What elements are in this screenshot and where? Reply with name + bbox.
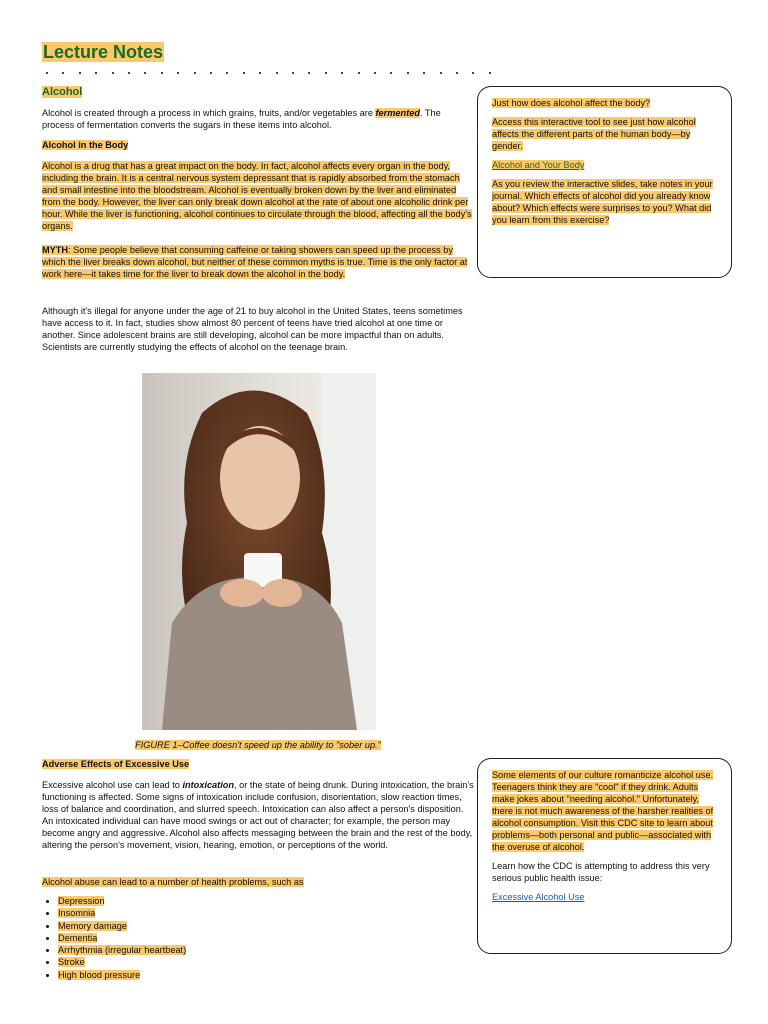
dotted-divider bbox=[46, 70, 516, 76]
divider-dot bbox=[177, 72, 179, 74]
alcohol-body-paragraph: Alcohol is a drug that has a great impact on the body. In fact, alcohol affects every organ in the body, including the brain. It is a central nervous system depressant that is rapidly absorbed from the stomach and small intestine into the bloodstream. Alcohol is eventually broken down by the liver and eliminated from the body. However, the liver can only break down alcohol at the rate of about one alcoholic drink per hour. While the liver is functioning, alcohol continues to circulate through the blood, affecting all the body's organs. bbox=[42, 161, 472, 231]
divider-dot bbox=[79, 72, 81, 74]
page-title: Lecture Notes bbox=[43, 42, 164, 62]
list-item: • High blood pressure bbox=[58, 969, 186, 981]
divider-dot bbox=[440, 72, 442, 74]
divider-dot bbox=[243, 72, 245, 74]
divider-dot bbox=[161, 72, 163, 74]
divider-dot bbox=[341, 72, 343, 74]
list-item: • Arrhythmia (irregular heartbeat) bbox=[58, 944, 186, 956]
divider-dot bbox=[112, 72, 114, 74]
myth-paragraph: MYTH: Some people believe that consuming caffeine or taking showers can speed up the process by which the liver breaks down alcohol, but neither of these common myths is true. Time is the only factor at work here—it takes time for the liver to break down the alcohol in the body. bbox=[42, 245, 468, 279]
alcohol-intro: Alcohol is created through a process in which grains, fruits, and/or vegetables are fermented. The process of fermentation converts the sugars in these items into alcohol. bbox=[42, 108, 441, 130]
teen-access-paragraph: Although it's illegal for anyone under the age of 21 to buy alcohol in the United States, teens sometimes have access to it. In fact, studies show almost 80 percent of teens have tried alcohol at one time or another. Since adolescent brains are still developing, alcohol can be more impactful than on adults. Scientists are currently studying the effects of alcohol on the teenage brain. bbox=[42, 306, 463, 352]
divider-dot bbox=[276, 72, 278, 74]
divider-dot bbox=[374, 72, 376, 74]
list-item: • Depression bbox=[58, 895, 186, 907]
divider-dot bbox=[144, 72, 146, 74]
divider-dot bbox=[456, 72, 458, 74]
divider-dot bbox=[308, 72, 310, 74]
divider-dot bbox=[62, 72, 64, 74]
sidebar-cdc-prompt: Learn how the CDC is attempting to address this very serious public health issue: bbox=[492, 861, 710, 883]
divider-dot bbox=[128, 72, 130, 74]
divider-dot bbox=[95, 72, 97, 74]
excessive-alcohol-use-link[interactable]: Excessive Alcohol Use bbox=[492, 892, 585, 902]
list-item: • Dementia bbox=[58, 932, 186, 944]
section-heading-alcohol-in-body: Alcohol in the Body bbox=[42, 140, 129, 150]
list-item: • Stroke bbox=[58, 956, 186, 968]
sidebar-tool-description: Access this interactive tool to see just how alcohol affects the different parts of the human body—by gender. bbox=[492, 117, 696, 151]
alcohol-and-your-body-link[interactable]: Alcohol and Your Body bbox=[492, 160, 585, 170]
divider-dot bbox=[210, 72, 212, 74]
sidebar-box-cdc bbox=[477, 758, 732, 954]
divider-dot bbox=[423, 72, 425, 74]
divider-dot bbox=[292, 72, 294, 74]
list-item: • Memory damage bbox=[58, 920, 186, 932]
section-heading-alcohol: Alcohol bbox=[42, 86, 83, 98]
woman-with-coffee-photo bbox=[142, 373, 376, 730]
divider-dot bbox=[194, 72, 196, 74]
divider-dot bbox=[259, 72, 261, 74]
intoxication-paragraph: Excessive alcohol use can lead to intoxication, or the state of being drunk. During intoxication, the brain's functioning is affected. Some signs of intoxication include confusion, disorientation, slow reaction times, loss of balance and coordination, and slurred speech. Intoxication can also affect a person's disposition. An intoxicated individual can have mood swings or act out of character; for example, the person may become angry and aggressive. Alcohol also affects messaging between the brain and the rest of the body, altering the person's movement, vision, hearing, emotion, or perceptions of the world. bbox=[42, 780, 474, 850]
sidebar-question: Just how does alcohol affect the body? bbox=[492, 98, 651, 108]
divider-dot bbox=[226, 72, 228, 74]
divider-dot bbox=[325, 72, 327, 74]
divider-dot bbox=[489, 72, 491, 74]
sidebar-box-interactive-tool bbox=[477, 86, 732, 278]
section-heading-adverse-effects: Adverse Effects of Excessive Use bbox=[42, 759, 190, 769]
list-item: • Insomnia bbox=[58, 907, 186, 919]
sidebar-journal-prompt: As you review the interactive slides, take notes in your journal. Which effects of alcohol did you already know about? Which effects were surprises to you? What did you learn from this exercise? bbox=[492, 179, 713, 225]
health-problems-intro: Alcohol abuse can lead to a number of health problems, such as bbox=[42, 877, 304, 887]
divider-dot bbox=[46, 72, 48, 74]
figure-caption: FIGURE 1–Coffee doesn't speed up the ability to "sober up." bbox=[135, 740, 381, 750]
sidebar-culture-paragraph: Some elements of our culture romanticize alcohol use. Teenagers think they are "cool" if they drink. Adults make jokes about "needing alcohol." Unfortunately, there is not much awareness of the harsher realities of alcohol consumption. Visit this CDC site to learn about problems—both personal and public—associated with the overuse of alcohol. bbox=[492, 770, 714, 852]
divider-dot bbox=[472, 72, 474, 74]
divider-dot bbox=[390, 72, 392, 74]
divider-dot bbox=[407, 72, 409, 74]
health-problems-list bbox=[42, 895, 186, 981]
divider-dot bbox=[358, 72, 360, 74]
